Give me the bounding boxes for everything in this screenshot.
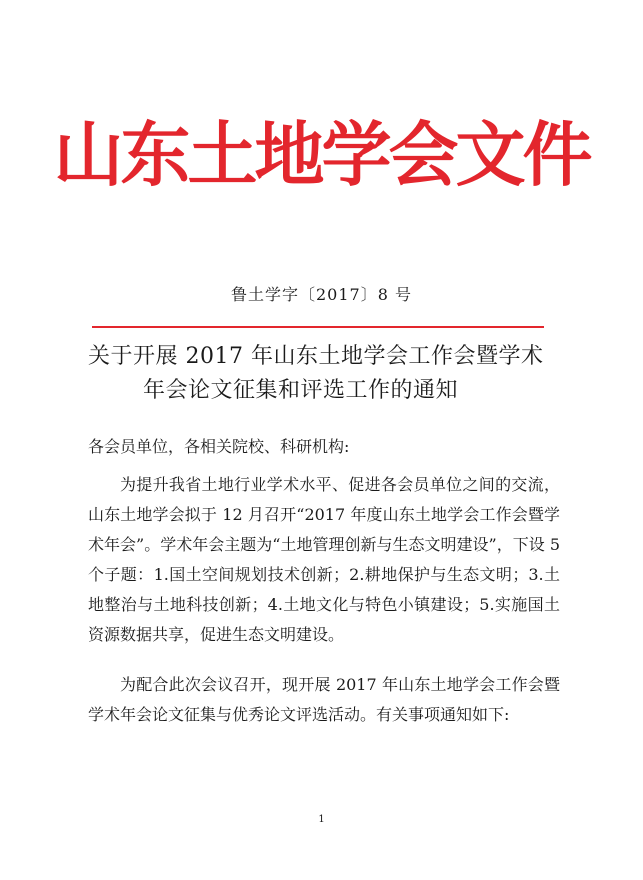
notice-title — [88, 340, 568, 408]
document-header-title: 山东土地学会文件 — [53, 113, 590, 196]
document-number: 鲁土学字〔2017〕8 号 — [231, 285, 412, 304]
body-paragraph: 为提升我省土地行业学术水平、促进各会员单位之间的交流，山东土地学会拟于 12 月召开“2017 年度山东土地学会工作会暨学术年会”。学术年会主题为“土地管理创新与生态文明建设”，下设 5 个子题：1.国土空间规划技术创新；2.耕地保护与生态文明；3.土地整治与土地科技创新；4.土地文化与特色小镇建设；5.实施国土资源数据共享，促进生态文明建设。 — [88, 475, 560, 644]
red-divider — [92, 326, 544, 328]
page-number: 1 — [318, 814, 325, 825]
body-paragraph: 为配合此次会议召开，现开展 2017 年山东土地学会工作会暨学术年会论文征集与优秀论文评选活动。有关事项通知如下: — [88, 675, 560, 724]
notice-title-line2: 年会论文征集和评选工作的通知 — [143, 378, 459, 403]
notice-title-line1: 关于开展 2017 年山东土地学会工作会暨学术 — [88, 344, 544, 369]
salutation: 各会员单位，各相关院校、科研机构: — [88, 437, 350, 456]
